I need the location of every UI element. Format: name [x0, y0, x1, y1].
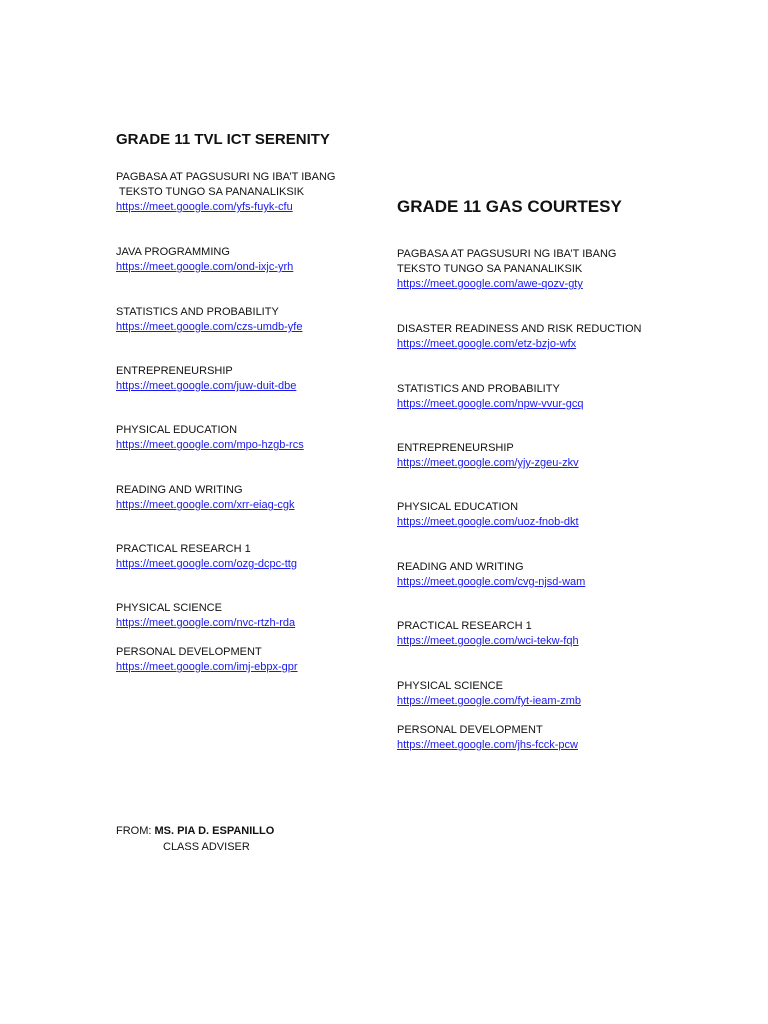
- right-column-title: GRADE 11 GAS COURTESY: [397, 197, 622, 216]
- left-subject-perdev: [116, 645, 298, 675]
- subject-name: READING AND WRITING: [116, 484, 243, 496]
- subject-name: READING AND WRITING: [397, 561, 524, 573]
- right-subject-pe: [397, 500, 579, 530]
- subject-name: ENTREPRENEURSHIP: [397, 442, 514, 454]
- left-subject-pe: [116, 423, 304, 453]
- meet-link[interactable]: https://meet.google.com/imj-ebpx-gpr: [116, 661, 298, 673]
- left-subject-java: [116, 245, 293, 275]
- meet-link[interactable]: https://meet.google.com/uoz-fnob-dkt: [397, 516, 579, 528]
- meet-link[interactable]: https://meet.google.com/etz-bzjo-wfx: [397, 338, 577, 350]
- meet-link[interactable]: https://meet.google.com/yfs-fuyk-cfu: [116, 201, 293, 213]
- from-block: [116, 823, 274, 855]
- right-subject-statistics: [397, 382, 583, 412]
- right-subject-entrepreneurship: [397, 441, 579, 471]
- subject-name: JAVA PROGRAMMING: [116, 246, 230, 258]
- subject-name: DISASTER READINESS AND RISK REDUCTION: [397, 323, 642, 335]
- meet-link[interactable]: https://meet.google.com/awe-qozv-gty: [397, 278, 583, 290]
- right-subject-drrr: [397, 322, 642, 352]
- subject-name: PAGBASA AT PAGSUSURI NG IBA’T IBANG: [116, 171, 336, 183]
- meet-link[interactable]: https://meet.google.com/mpo-hzgb-rcs: [116, 439, 304, 451]
- subject-name: PERSONAL DEVELOPMENT: [397, 724, 543, 736]
- meet-link[interactable]: https://meet.google.com/nvc-rtzh-rda: [116, 617, 296, 629]
- right-subject-physci: [397, 679, 581, 709]
- signatory-role: CLASS ADVISER: [163, 841, 250, 853]
- subject-name: PRACTICAL RESEARCH 1: [397, 620, 532, 632]
- right-subject-reading: [397, 560, 585, 590]
- subject-name: ENTREPRENEURSHIP: [116, 365, 233, 377]
- right-subject-research: [397, 619, 579, 649]
- left-subject-research: [116, 542, 297, 572]
- meet-link[interactable]: https://meet.google.com/jhs-fcck-pcw: [397, 739, 578, 751]
- meet-link[interactable]: https://meet.google.com/fyt-ieam-zmb: [397, 695, 582, 707]
- right-subject-pagbasa: [397, 247, 616, 292]
- subject-name: PERSONAL DEVELOPMENT: [116, 646, 262, 658]
- left-subject-reading: [116, 483, 295, 513]
- meet-link[interactable]: https://meet.google.com/ozg-dcpc-ttg: [116, 558, 297, 570]
- left-subject-entrepreneurship: [116, 364, 296, 394]
- meet-link[interactable]: https://meet.google.com/yjy-zgeu-zkv: [397, 457, 579, 469]
- subject-name: STATISTICS AND PROBABILITY: [397, 383, 560, 395]
- signatory-name: MS. PIA D. ESPANILLO: [154, 825, 275, 837]
- meet-link[interactable]: https://meet.google.com/npw-vvur-gcq: [397, 398, 584, 410]
- subject-name: STATISTICS AND PROBABILITY: [116, 306, 279, 318]
- subject-name: PAGBASA AT PAGSUSURI NG IBA’T IBANG: [397, 248, 617, 260]
- subject-name: PHYSICAL EDUCATION: [397, 501, 519, 513]
- subject-name-line2: TEKSTO TUNGO SA PANANALIKSIK: [397, 263, 583, 275]
- meet-link[interactable]: https://meet.google.com/juw-duit-dbe: [116, 380, 297, 392]
- right-subject-perdev: [397, 723, 578, 753]
- meet-link[interactable]: https://meet.google.com/czs-umdb-yfe: [116, 321, 303, 333]
- left-subject-physci: [116, 601, 295, 631]
- meet-link[interactable]: https://meet.google.com/wci-tekw-fqh: [397, 635, 579, 647]
- subject-name: PRACTICAL RESEARCH 1: [116, 543, 251, 555]
- subject-name-line2: TEKSTO TUNGO SA PANANALIKSIK: [116, 186, 305, 198]
- subject-name: PHYSICAL EDUCATION: [116, 424, 238, 436]
- meet-link[interactable]: https://meet.google.com/ond-ixjc-yrh: [116, 261, 294, 273]
- left-subject-pagbasa: [116, 170, 335, 215]
- from-label: FROM:: [116, 825, 155, 837]
- subject-name: PHYSICAL SCIENCE: [116, 602, 222, 614]
- left-column-title: GRADE 11 TVL ICT SERENITY: [116, 131, 330, 148]
- left-subject-statistics: [116, 305, 302, 335]
- meet-link[interactable]: https://meet.google.com/cvg-njsd-wam: [397, 576, 586, 588]
- meet-link[interactable]: https://meet.google.com/xrr-eiag-cgk: [116, 499, 295, 511]
- subject-name: PHYSICAL SCIENCE: [397, 680, 503, 692]
